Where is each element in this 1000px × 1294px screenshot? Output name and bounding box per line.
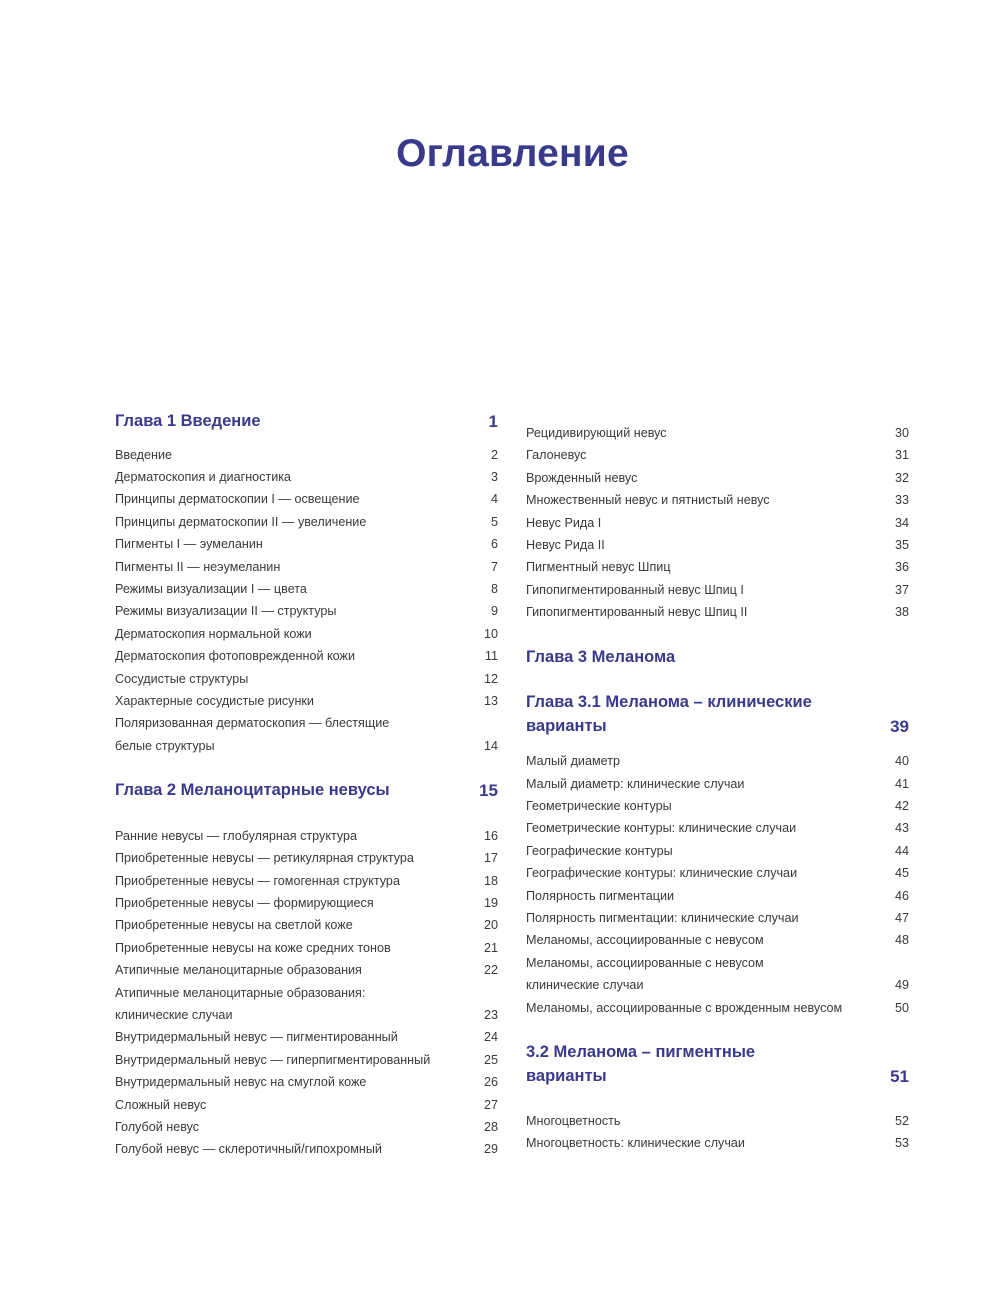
toc-entry[interactable] — [526, 750, 909, 772]
chapter-page: 39 — [890, 716, 909, 736]
toc-entry[interactable] — [526, 817, 909, 839]
toc-entry-page: 44 — [894, 843, 909, 858]
toc-entry-title: Введение — [115, 447, 173, 462]
toc-entry-page: 37 — [894, 582, 909, 597]
toc-entry-title: Гипопигментированный невус Шпиц II — [526, 605, 748, 620]
toc-entry[interactable] — [526, 534, 909, 556]
toc-entry[interactable] — [115, 1049, 498, 1071]
toc-entry[interactable] — [526, 840, 909, 862]
toc-entry[interactable] — [526, 795, 909, 817]
toc-entry-title: Дерматоскопия фотоповрежденной кожи — [115, 649, 355, 664]
toc-entry-page: 12 — [483, 671, 498, 686]
toc-entry[interactable] — [115, 1071, 498, 1093]
toc-entry-page: 45 — [894, 866, 909, 881]
toc-entry-title: Дерматоскопия нормальной кожи — [115, 626, 312, 641]
toc-entry[interactable] — [526, 773, 909, 795]
toc-entry[interactable] — [526, 1132, 909, 1154]
toc-entry[interactable] — [115, 578, 498, 600]
toc-entry-page: 33 — [894, 493, 909, 508]
toc-entry-page: 7 — [490, 559, 498, 574]
toc-entry[interactable] — [526, 601, 909, 623]
toc-entry-title: Голубой невус — склеротичный/гипохромный — [115, 1142, 382, 1157]
chapter-title: Глава 3.1 Меланома – клинические — [526, 693, 812, 712]
toc-entry-title: Геометрические контуры — [526, 798, 672, 813]
toc-list — [526, 750, 909, 1019]
toc-entry[interactable] — [526, 489, 909, 511]
toc-entry[interactable] — [526, 862, 909, 884]
toc-entry-page: 8 — [490, 581, 498, 596]
toc-entry-page: 29 — [483, 1142, 498, 1157]
toc-entry-page: 24 — [483, 1030, 498, 1045]
toc-entry-title: Сосудистые структуры — [115, 671, 249, 686]
toc-entry-page: 16 — [483, 828, 498, 843]
toc-left-column — [115, 410, 498, 1161]
toc-entry[interactable] — [115, 1026, 498, 1048]
chapter-title-continued: варианты — [526, 716, 607, 735]
toc-entry-title: Невус Рида II — [526, 538, 605, 553]
toc-entry-title: Геометрические контуры: клинические случаи — [526, 821, 797, 836]
toc-entry-title: Многоцветность — [526, 1114, 621, 1129]
chapter-heading[interactable] — [115, 410, 498, 434]
toc-entry-page: 34 — [894, 515, 909, 530]
toc-entry-title: Характерные сосудистые рисунки — [115, 693, 314, 708]
toc-entry-page: 47 — [894, 911, 909, 925]
toc-entry-title: Внутридермальный невус на смуглой коже — [115, 1075, 367, 1090]
toc-entry-title: Гипопигментированный невус Шпиц I — [526, 582, 744, 597]
toc-entry-title: Режимы визуализации II — структуры — [115, 604, 337, 619]
chapter-page: 15 — [479, 781, 498, 801]
toc-entry[interactable] — [115, 533, 498, 555]
toc-entry-title: Галоневус — [526, 448, 587, 463]
toc-entry[interactable] — [115, 847, 498, 869]
toc-entry-page: 35 — [894, 538, 909, 553]
toc-entry-page: 26 — [483, 1075, 498, 1090]
toc-entry-title: Внутридермальный невус — гиперпигментированный — [115, 1052, 431, 1067]
toc-entry-page: 11 — [484, 649, 498, 664]
toc-entry-title: Полярность пигментации: клинические случаи — [526, 911, 799, 925]
toc-entry-page: 20 — [483, 918, 498, 933]
toc-entry[interactable] — [526, 422, 909, 444]
toc-entry-title: клинические случаи — [115, 1007, 233, 1022]
chapter-title: 3.2 Меланома – пигментные — [526, 1043, 756, 1062]
toc-entry[interactable] — [526, 512, 909, 534]
toc-list — [115, 444, 498, 758]
toc-entry-page: 14 — [483, 738, 498, 753]
toc-entry[interactable] — [526, 929, 909, 951]
toc-entry-page: 46 — [894, 888, 909, 903]
toc-entry-page: 23 — [483, 1007, 498, 1022]
toc-entry[interactable] — [526, 1110, 909, 1132]
toc-entry[interactable] — [526, 974, 909, 996]
toc-entry-title: Малый диаметр — [526, 754, 620, 769]
toc-entry-page: 19 — [483, 895, 498, 910]
toc-entry-page: 38 — [894, 605, 909, 620]
toc-entry-page: 21 — [483, 940, 498, 955]
toc-entry[interactable] — [115, 892, 498, 914]
toc-entry-title: Приобретенные невусы — формирующиеся — [115, 895, 374, 910]
toc-entry[interactable] — [115, 600, 498, 622]
toc-entry-page: 48 — [894, 933, 909, 948]
toc-entry-title: Приобретенные невусы на светлой коже — [115, 918, 353, 933]
chapter-heading[interactable] — [115, 779, 498, 803]
toc-entry-title: Принципы дерматоскопии I — освещение — [115, 492, 360, 507]
toc-entry-title: Приобретенные невусы — ретикулярная структура — [115, 851, 414, 866]
toc-entry-title: Дерматоскопия и диагностика — [115, 469, 292, 484]
toc-entry-page: 27 — [483, 1097, 498, 1112]
toc-entry-title: Голубой невус — [115, 1119, 200, 1134]
toc-entry[interactable] — [115, 735, 498, 757]
toc-entry[interactable] — [115, 1138, 498, 1160]
toc-entry-title: Малый диаметр: клинические случаи — [526, 776, 745, 791]
toc-entry-page: 50 — [894, 1000, 909, 1015]
toc-entry-title: Атипичные меланоцитарные образования — [115, 963, 362, 978]
toc-entry-page: 25 — [483, 1052, 498, 1067]
chapter-heading[interactable] — [526, 646, 909, 670]
toc-entry[interactable] — [115, 556, 498, 578]
toc-list — [115, 825, 498, 1161]
chapter-title: Глава 1 Введение — [115, 412, 261, 430]
toc-right-column — [526, 410, 909, 1155]
chapter-page: 1 — [488, 412, 498, 431]
toc-entry[interactable] — [115, 914, 498, 936]
toc-entry-title: Ранние невусы — глобулярная структура — [115, 828, 358, 843]
toc-entry-page: 30 — [894, 426, 909, 440]
toc-entry[interactable] — [115, 982, 498, 1004]
toc-entry-title: Сложный невус — [115, 1097, 207, 1112]
toc-entry-page: 52 — [894, 1114, 909, 1129]
toc-entry-title: Принципы дерматоскопии II — увеличение — [115, 514, 367, 529]
toc-entry-title: Полярность пигментации — [526, 888, 675, 903]
toc-entry-title: Географические контуры: клинические случаи — [526, 866, 798, 881]
toc-entry-page: 49 — [894, 978, 909, 993]
toc-entry-page: 13 — [483, 693, 498, 708]
toc-entry[interactable] — [115, 645, 498, 667]
toc-entry-title: Врожденный невус — [526, 470, 638, 485]
toc-entry-page: 40 — [894, 754, 909, 769]
chapter-heading[interactable] — [526, 1041, 909, 1088]
toc-entry-page: 28 — [483, 1119, 498, 1134]
toc-entry[interactable] — [526, 885, 909, 907]
toc-entry[interactable] — [115, 937, 498, 959]
toc-entry[interactable] — [115, 959, 498, 981]
toc-entry-title: Внутридермальный невус — пигментированный — [115, 1030, 398, 1045]
toc-entry[interactable] — [526, 444, 909, 466]
toc-entry-page: 41 — [894, 776, 909, 791]
toc-entry[interactable] — [526, 907, 909, 929]
chapter-heading[interactable] — [526, 691, 909, 738]
toc-entry[interactable] — [115, 1116, 498, 1138]
toc-entry-page: 9 — [490, 604, 498, 619]
toc-entry-title: Приобретенные невусы на коже средних тонов — [115, 940, 391, 955]
toc-entry[interactable] — [115, 825, 498, 847]
toc-entry-title: Режимы визуализации I — цвета — [115, 581, 307, 596]
chapter-title: Глава 2 Меланоцитарные невусы — [115, 781, 390, 800]
toc-entry-title: Меланомы, ассоциированные с невусом — [526, 933, 764, 948]
chapter-title-continued: варианты — [526, 1066, 607, 1085]
toc-entry-page: 6 — [490, 537, 498, 552]
toc-entry[interactable] — [115, 1004, 498, 1026]
chapter-page: 51 — [890, 1066, 909, 1086]
toc-entry[interactable] — [526, 952, 909, 974]
toc-entry-title: Многоцветность: клинические случаи — [526, 1136, 745, 1151]
toc-entry-title: Атипичные меланоцитарные образования: — [115, 985, 366, 1000]
toc-entry-title: Невус Рида I — [526, 515, 602, 530]
toc-entry-title: Пигментный невус Шпиц — [526, 560, 671, 575]
toc-entry[interactable] — [115, 488, 498, 510]
toc-entry-page: 43 — [894, 821, 909, 836]
toc-entry-page: 3 — [490, 469, 498, 484]
toc-entry[interactable] — [526, 556, 909, 578]
toc-entry-page: 31 — [894, 448, 909, 463]
toc-entry-page: 17 — [483, 851, 498, 866]
toc-entry-title: Меланомы, ассоциированные с невусом — [526, 955, 764, 970]
toc-list — [526, 1110, 909, 1155]
toc-entry-title: Географические контуры — [526, 843, 673, 858]
chapter-title: Глава 3 Меланома — [526, 647, 676, 666]
toc-entry-title: Пигменты I — эумеланин — [115, 537, 263, 552]
toc-entry[interactable] — [115, 712, 498, 734]
toc-entry[interactable] — [526, 997, 909, 1019]
toc-entry-page: 5 — [490, 514, 498, 529]
toc-entry-page: 2 — [490, 447, 498, 462]
toc-entry[interactable] — [526, 467, 909, 489]
toc-entry[interactable] — [115, 466, 498, 488]
toc-entry[interactable] — [115, 623, 498, 645]
toc-entry-title: Поляризованная дерматоскопия — блестящие — [115, 716, 390, 731]
toc-entry[interactable] — [115, 690, 498, 712]
toc-entry-title: Пигменты II — неэумеланин — [115, 559, 281, 574]
toc-entry-title: белые структуры — [115, 738, 215, 753]
toc-entry[interactable] — [115, 1094, 498, 1116]
page-title: Оглавление — [396, 132, 629, 175]
toc-entry-page: 42 — [894, 798, 909, 813]
toc-entry-page: 32 — [894, 470, 909, 485]
toc-entry-page: 22 — [483, 963, 498, 978]
toc-entry-page: 10 — [483, 626, 498, 641]
toc-list — [526, 422, 909, 624]
toc-entry-page: 53 — [894, 1136, 909, 1151]
toc-entry[interactable] — [115, 511, 498, 533]
toc-entry-page: 18 — [483, 873, 498, 888]
toc-entry[interactable] — [115, 870, 498, 892]
toc-entry-page: 36 — [894, 560, 909, 575]
toc-entry[interactable] — [526, 579, 909, 601]
toc-entry-title: клинические случаи — [526, 978, 644, 993]
toc-entry-title: Приобретенные невусы — гомогенная структура — [115, 873, 400, 888]
toc-entry-title: Меланомы, ассоциированные с врожденным невусом — [526, 1000, 843, 1015]
toc-entry-title: Рецидивирующий невус — [526, 426, 667, 440]
toc-entry-title: Множественный невус и пятнистый невус — [526, 493, 770, 508]
toc-entry-page: 4 — [490, 492, 498, 507]
toc-entry[interactable] — [115, 444, 498, 466]
toc-entry[interactable] — [115, 668, 498, 690]
